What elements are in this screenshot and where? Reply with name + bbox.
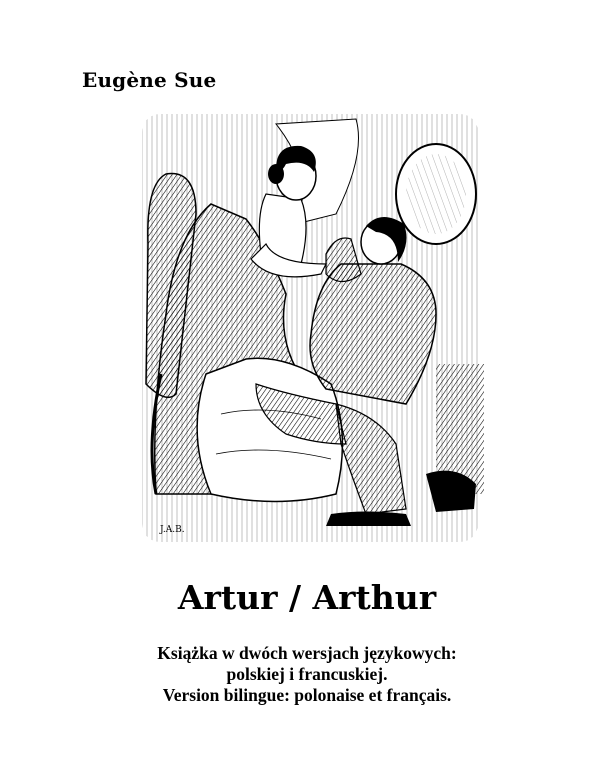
- subtitle: [0, 643, 614, 706]
- illustration-signature: J.A.B.: [160, 525, 185, 535]
- subtitle-line-1: Książka w dwóch wersjach językowych:: [157, 643, 457, 663]
- cover-illustration: [136, 114, 484, 542]
- subtitle-line-2: polskiej i francuskiej.: [226, 664, 388, 684]
- book-title: Artur / Arthur: [177, 578, 437, 617]
- author-name: Eugène Sue: [82, 68, 217, 92]
- subtitle-line-3: Version bilingue: polonaise et français.: [162, 685, 452, 705]
